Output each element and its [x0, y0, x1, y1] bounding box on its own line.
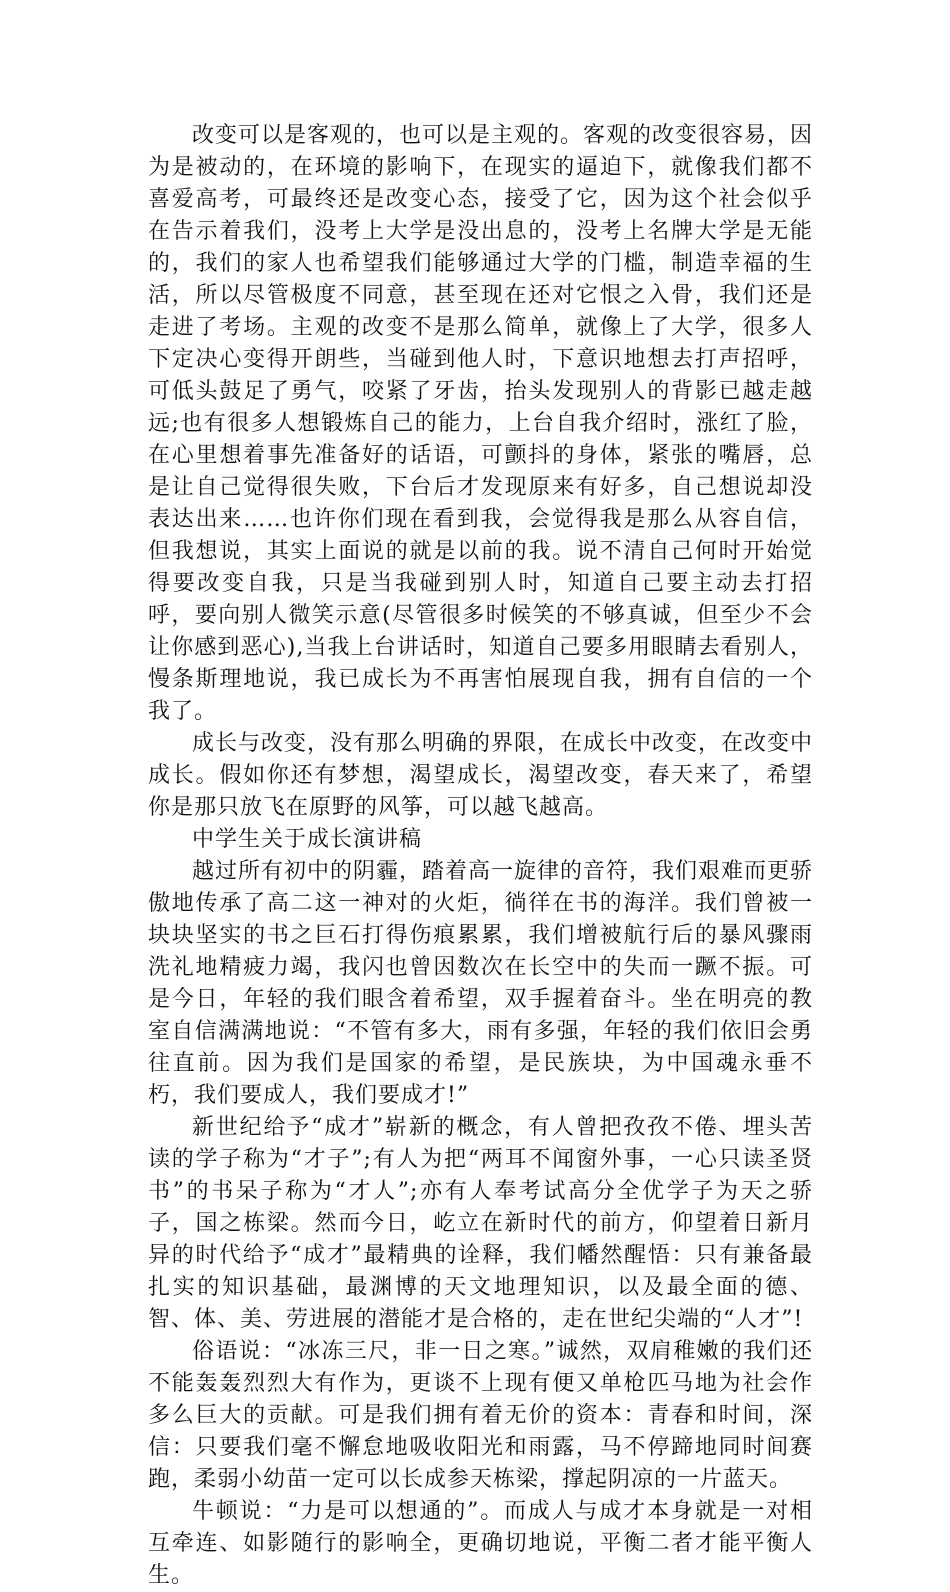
- paragraph-proverb: 俗语说：“冰冻三尺，非一日之寒。”诚然，双肩稚嫩的我们还不能轰轰烈烈大有作为，更谈不上现有便又单枪匹马地为社会作多么巨大的贡献。可是我们拥有着无价的资本：青春和时间，深信：只要我们毫不懈怠地吸收阳光和雨露，马不停蹄地同时间赛跑，柔弱小幼苗一定可以长成参天栋梁，撑起阴凉的一片蓝天。: [148, 1339, 813, 1492]
- paragraph-beyond-junior-high: 越过所有初中的阴霾，踏着高一旋律的音符，我们艰难而更骄傲地传承了高二这一神对的火炬，徜徉在书的海洋。我们曾被一块块坚实的书之巨石打得伤痕累累，我们增被航行后的暴风骤雨洗礼地精疲力竭，我闪也曾因数次在长空中的失而一蹶不振。可是今日，年轻的我们眼含着希望，双手握着奋斗。坐在明亮的教室自信满满地说：“不管有多大，雨有多强，年轻的我们依旧会勇往直前。因为我们是国家的希望，是民族块，为中国魂永垂不朽，我们要成人，我们要成才!”: [148, 859, 814, 1108]
- paragraph-newton-quote: 牛顿说：“力是可以想通的”。而成人与成才本身就是一对相互牵连、如影随行的影响全，更确切地说，平衡二者才能平衡人生。: [148, 1499, 813, 1588]
- document-page: [148, 120, 813, 1592]
- paragraph-new-century-talent: 新世纪给予“成才”崭新的概念，有人曾把孜孜不倦、埋头苦读的学子称为“才子”;有人为把“两耳不闻窗外事，一心只读圣贤书”的书呆子称为“才人”;亦有人奉考试高分全优学子为天之骄子，国之栋梁。然而今日，屹立在新时代的前方，仰望着日新月异的时代给予“成才”最精典的诠释，我们幡然醒悟：只有兼备最扎实的知识基础，最渊博的天文地理知识，以及最全面的德、智、体、美、劳进展的潜能才是合格的，走在世纪尖端的“人才”!: [148, 1115, 813, 1332]
- section-title: 中学生关于成长演讲稿: [192, 827, 423, 852]
- paragraph-change-objective-subjective: 改变可以是客观的，也可以是主观的。客观的改变很容易，因为是被动的，在环境的影响下，在现实的逼迫下，就像我们都不喜爱高考，可最终还是改变心态，接受了它，因为这个社会似乎在告示着我们，没考上大学是没出息的，没考上名牌大学是无能的，我们的家人也希望我们能够通过大学的门槛，制造幸福的生活，所以尽管极度不同意，甚至现在还对它恨之入骨，我们还是走进了考场。主观的改变不是那么简单，就像上了大学，很多人下定决心变得开朗些，当碰到他人时，下意识地想去打声招呼，可低头鼓足了勇气，咬紧了牙齿，抬头发现别人的背影已越走越远;也有很多人想锻炼自己的能力，上台自我介绍时，涨红了脸，在心里想着事先准备好的话语，可颤抖的身体，紧张的嘴唇，总是让自己觉得很失败，下台后才发现原来有好多，自己想说却没表达出来……也许你们现在看到我，会觉得我是那么从容自信，但我想说，其实上面说的就是以前的我。说不清自己何时开始觉得要改变自我，只是当我碰到别人时，知道自己要主动去打招呼，要向别人微笑示意(尽管很多时候笑的不够真诚，但至少不会让你感到恶心),当我上台讲话时，知道自己要多用眼睛去看别人，慢条斯理地说，我已成长为不再害怕展现自我，拥有自信的一个我了。: [148, 123, 814, 724]
- paragraph-growth-and-change: 成长与改变，没有那么明确的界限，在成长中改变，在改变中成长。假如你还有梦想，渴望成长，渴望改变，春天来了，希望你是那只放飞在原野的风筝，可以越飞越高。: [148, 731, 814, 820]
